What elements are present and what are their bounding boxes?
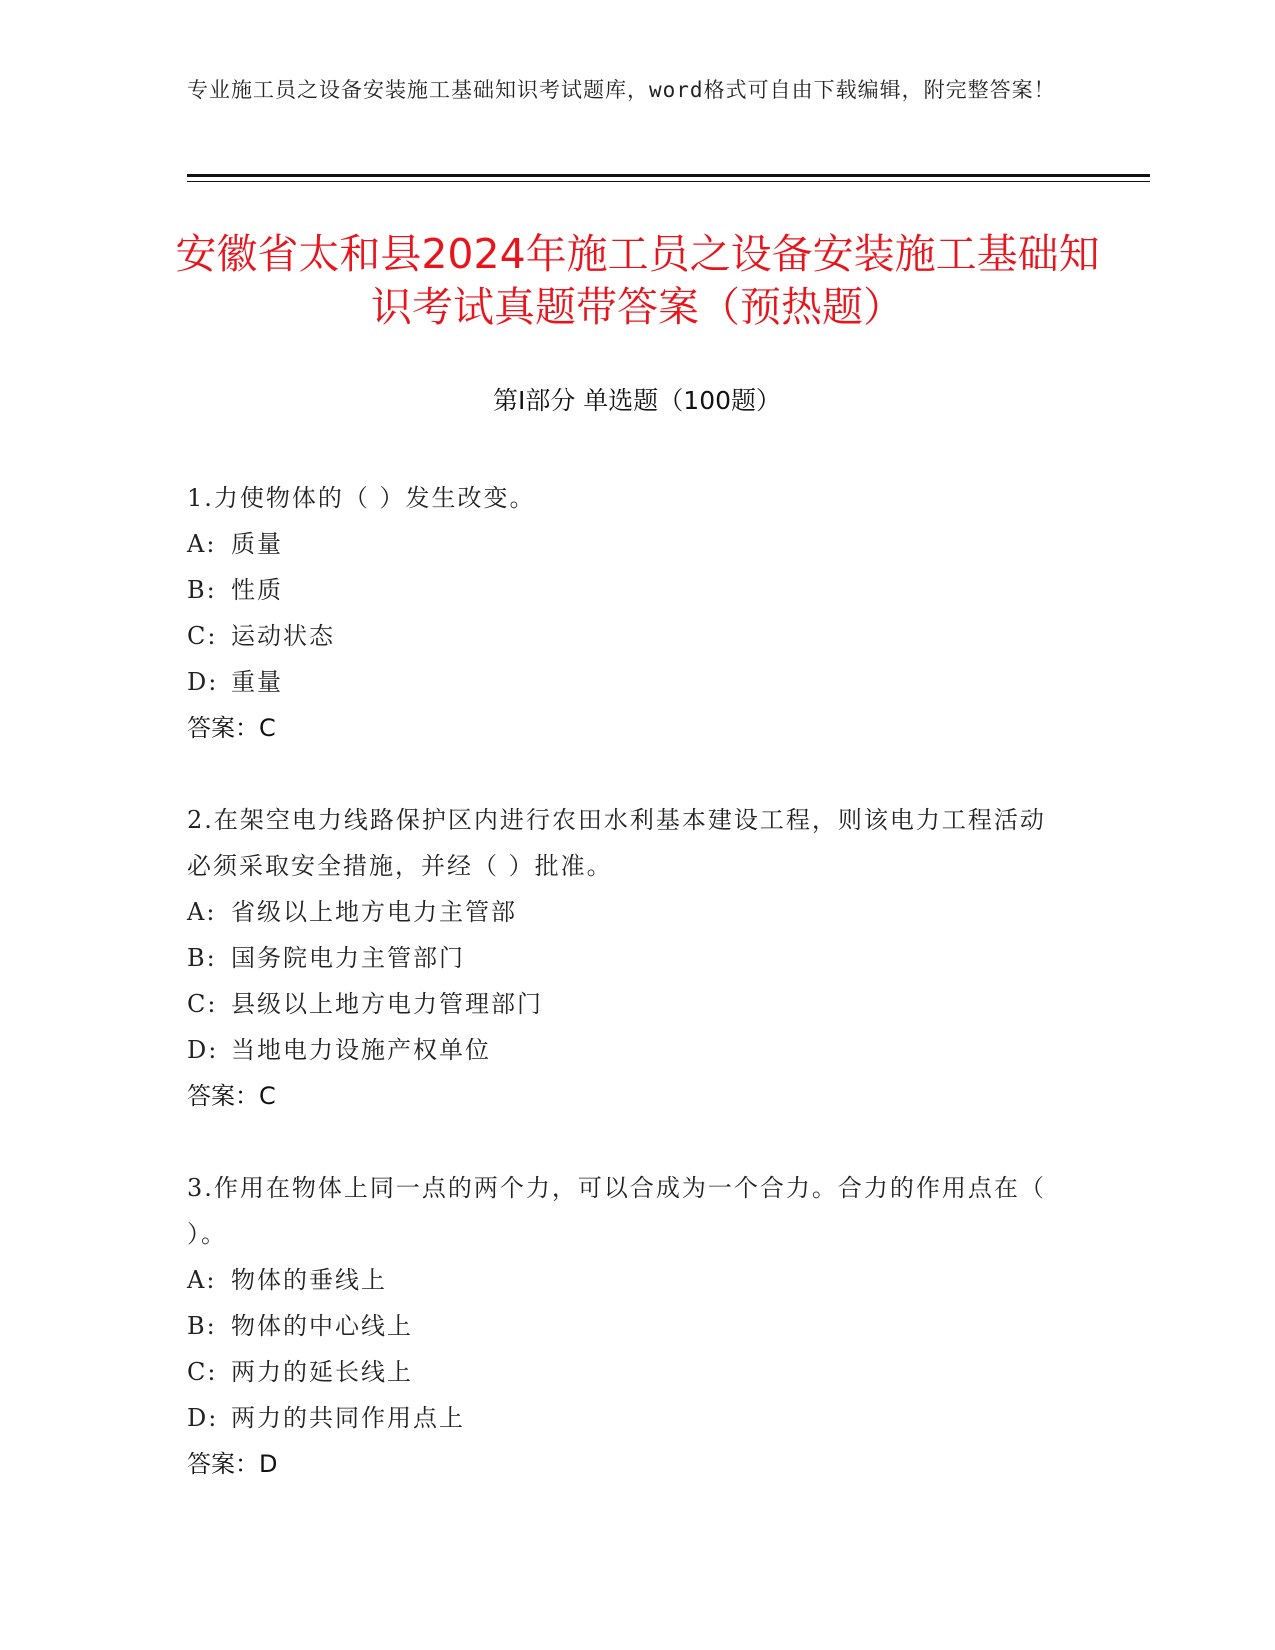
answer-line: 答案：C [187, 714, 276, 742]
header-rule-thin [187, 181, 1150, 182]
option-key: A: [187, 530, 217, 558]
option-c [187, 1349, 1067, 1395]
question-1 [187, 475, 1067, 751]
option-a [187, 521, 1067, 567]
option-key: A: [187, 898, 217, 926]
document-title: 安徽省太和县2024年施工员之设备安装施工基础知识考试真题带答案（预热题） [175, 230, 1100, 331]
option-key: B: [187, 944, 217, 972]
question-3 [187, 1165, 1067, 1487]
option-text: 性质 [231, 576, 283, 604]
option-text: 物体的中心线上 [231, 1312, 413, 1340]
option-key: D: [187, 1404, 219, 1432]
option-b [187, 567, 1067, 613]
option-b [187, 1303, 1067, 1349]
option-d [187, 1395, 1067, 1441]
option-d [187, 1027, 1067, 1073]
option-key: A: [187, 1266, 217, 1294]
question-list [187, 475, 1067, 1533]
option-key: C: [187, 622, 218, 650]
option-key: C: [187, 990, 218, 1018]
option-text: 国务院电力主管部门 [231, 944, 465, 972]
option-key: D: [187, 1036, 219, 1064]
option-text: 运动状态 [231, 622, 335, 650]
question-stem: 2.在架空电力线路保护区内进行农田水利基本建设工程，则该电力工程活动必须采取安全措施，并经（ ）批准。 [187, 806, 1046, 880]
option-b [187, 935, 1067, 981]
question-stem: 1.力使物体的（ ）发生改变。 [187, 484, 536, 512]
option-text: 县级以上地方电力管理部门 [231, 990, 543, 1018]
answer-line: 答案：D [187, 1450, 278, 1478]
option-text: 重量 [231, 668, 283, 696]
header-rule-thick [187, 174, 1150, 177]
option-c [187, 613, 1067, 659]
option-text: 质量 [231, 530, 283, 558]
option-a [187, 889, 1067, 935]
option-text: 两力的共同作用点上 [231, 1404, 465, 1432]
question-stem: 3.作用在物体上同一点的两个力，可以合成为一个合力。合力的作用点在（ ）。 [187, 1174, 1046, 1248]
option-key: D: [187, 668, 219, 696]
answer-line: 答案：C [187, 1082, 276, 1110]
option-c [187, 981, 1067, 1027]
option-key: C: [187, 1358, 218, 1386]
section-heading: 第Ⅰ部分 单选题（100题） [492, 386, 782, 415]
question-2 [187, 797, 1067, 1119]
option-text: 物体的垂线上 [231, 1266, 387, 1294]
option-d [187, 659, 1067, 705]
option-key: B: [187, 1312, 217, 1340]
option-text: 当地电力设施产权单位 [231, 1036, 491, 1064]
header-note: 专业施工员之设备安装施工基础知识考试题库，word格式可自由下载编辑，附完整答案！ [187, 78, 1056, 102]
option-text: 省级以上地方电力主管部 [231, 898, 517, 926]
option-text: 两力的延长线上 [231, 1358, 413, 1386]
option-a [187, 1257, 1067, 1303]
option-key: B: [187, 576, 217, 604]
